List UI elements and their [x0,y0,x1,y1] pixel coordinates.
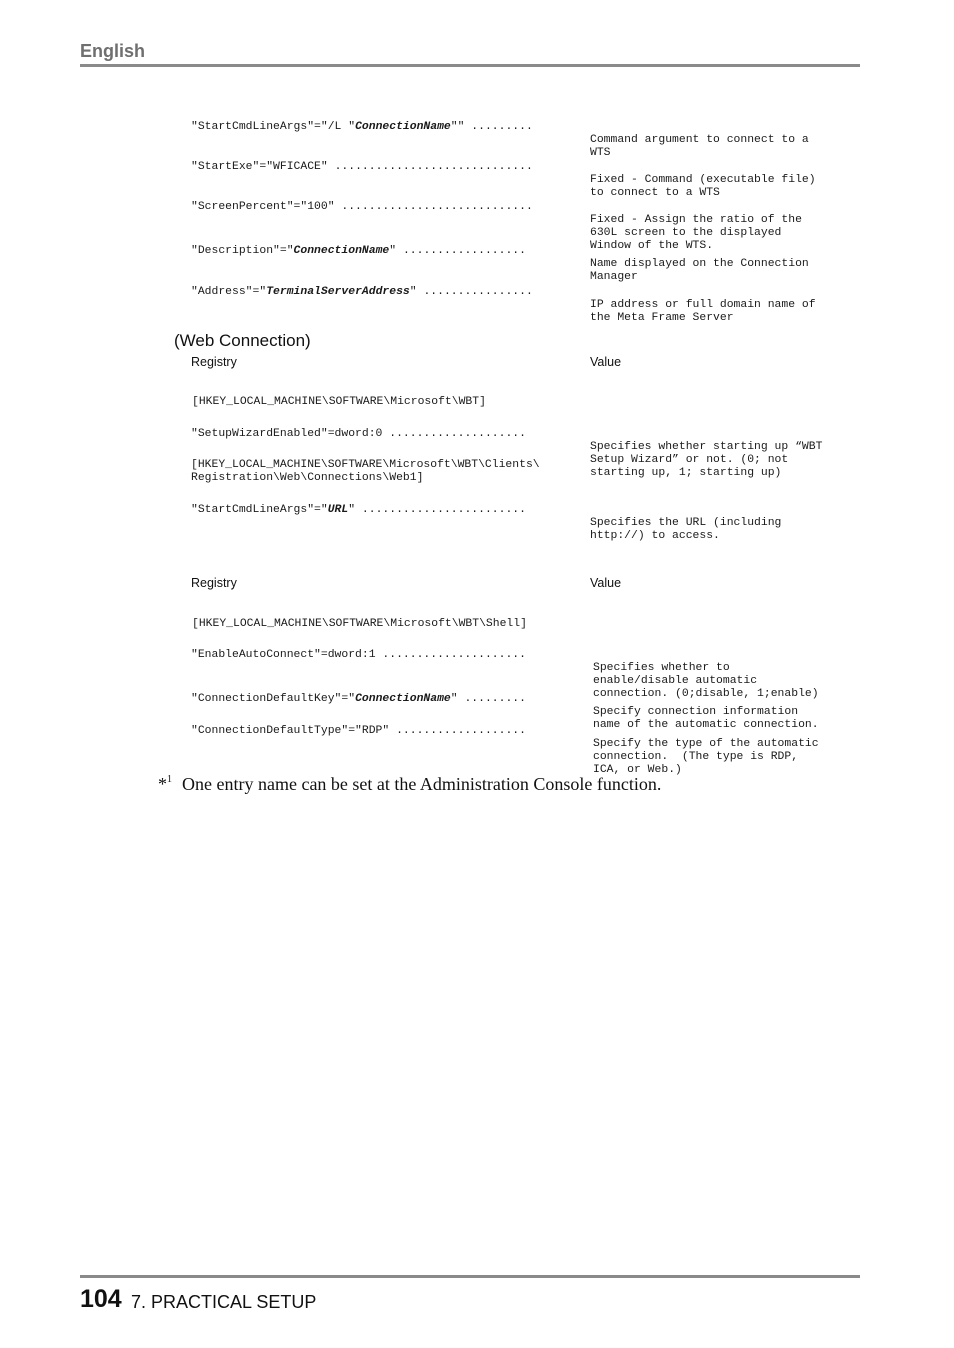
registry-key: "Address"="TerminalServerAddress" ................ [191,286,533,298]
registry-value: Fixed - Assign the ratio of the 630L screen to the displayed Window of the WTS. [590,214,802,252]
registry-key: "ConnectionDefaultType"="RDP" ................... [191,725,526,737]
page-number: 104 [80,1285,122,1313]
registry-key: "ScreenPercent"="100" ............................ [191,201,533,213]
registry-key: "StartExe"="WFICACE" ............................. [191,161,533,173]
header-language: English [80,41,146,61]
registry-value: Command argument to connect to a WTS [590,134,809,159]
registry-path: [HKEY_LOCAL_MACHINE\SOFTWARE\Microsoft\WBT\Shell] [192,618,527,630]
registry-key: "Description"="ConnectionName" .................. [191,245,526,257]
registry-key: "ConnectionDefaultKey"="ConnectionName" ......... [191,693,526,705]
registry-key: "SetupWizardEnabled"=dword:0 .................... [191,428,526,440]
registry-key: "StartCmdLineArgs"="/L "ConnectionName"" ......... [191,121,533,133]
registry-path: [HKEY_LOCAL_MACHINE\SOFTWARE\Microsoft\WBT\Clients\ Registration\Web\Connections\Web1] [191,459,540,484]
registry-path: [HKEY_LOCAL_MACHINE\SOFTWARE\Microsoft\WBT] [192,396,486,408]
footnote [158,774,661,795]
registry-value: Specify the type of the automatic connection. (The type is RDP, ICA, or Web.) [593,738,819,776]
column-header-registry: Registry [191,355,237,369]
column-header-registry: Registry [191,576,237,590]
chapter-title: 7. PRACTICAL SETUP [131,1292,317,1312]
registry-value: Specifies whether starting up “WBT Setup Wizard” or not. (0; not starting up, 1; starting up) [590,441,823,479]
footer-rule [80,1275,860,1278]
table-row [0,273,816,325]
registry-key: "EnableAutoConnect"=dword:1 ..................... [191,649,526,661]
registry-value: IP address or full domain name of the Meta Frame Server [590,299,816,324]
header-rule [80,64,860,67]
registry-value: Fixed - Command (executable file) to connect to a WTS [590,174,816,199]
column-header-value: Value [590,576,622,590]
footnote-number: 1 [167,774,172,785]
column-header-value: Value [590,355,622,369]
footnote-text: One entry name can be set at the Administration Console function. [182,774,662,794]
registry-value: Name displayed on the Connection Manager [590,258,809,283]
section-title-web-connection: (Web Connection) [174,331,311,350]
registry-value: Specify connection information name of the automatic connection. [593,706,819,731]
table-row [0,491,782,543]
registry-value: Specifies the URL (including http://) to access. [590,517,782,542]
footnote-mark: * [158,774,167,794]
registry-value: Specifies whether to enable/disable automatic connection. (0;disable, 1;enable) [593,662,819,700]
registry-key: "StartCmdLineArgs"="URL" ........................ [191,504,526,516]
